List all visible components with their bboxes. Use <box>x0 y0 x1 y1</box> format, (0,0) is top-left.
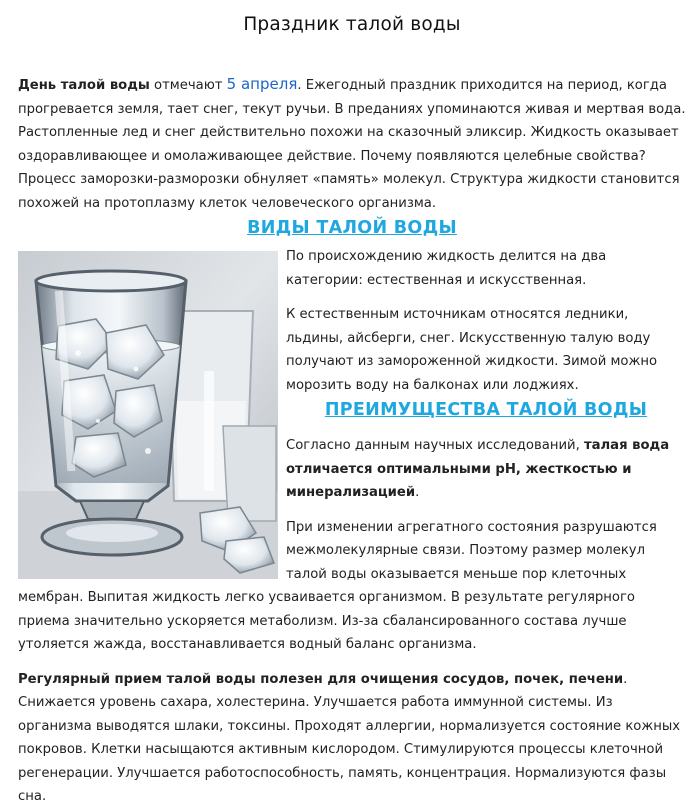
benefits-p3-bold: Регулярный прием талой воды полезен для очищения сосудов, почек, печени <box>18 671 624 687</box>
benefits-p1-start: Согласно данным научных исследований, <box>286 438 584 453</box>
intro-lead-text: отмечают <box>149 78 227 93</box>
benefits-p1-bold: талая вода отличается оптимальными pH, жесткостью и минерализацией <box>286 438 670 500</box>
heading-benefits[interactable]: ПРЕИМУЩЕСТВА ТАЛОЙ ВОДЫ <box>324 400 648 420</box>
benefits-paragraph-2: При изменении агрегатного состояния разрушаются межмолекулярные связи. Поэтому размер молекул талой воды оказывается меньше пор клеточных мембран. Выпитая жидкость легко усваивается организмом. В результате регулярного приема значительно ускоряется метаболизм. Из-за сбалансированного состава лучше утоляется жажда, восстанавливается водный баланс организма. <box>18 519 657 652</box>
page-title: Праздник талой воды <box>243 14 461 35</box>
benefits-p3-body: . Снижается уровень сахара, холестерина. Улучшается работа иммунной системы. Из организма выводятся шлаки, токсины. Проходят аллергии, нормализуется состояние кожных покровов. Клетки насыщаются активным кислородом. Стимулируются процессы клеточной регенерации. Улучшается работоспособность, память, концентрация. Нормализуются фазы сна. <box>18 671 681 804</box>
heading-types[interactable]: ВИДЫ ТАЛОЙ ВОДЫ <box>247 218 457 238</box>
intro-bold-lead: День талой воды <box>18 78 150 93</box>
intro-paragraph <box>18 73 686 215</box>
melt-water-glass-photo <box>18 251 278 579</box>
date-link[interactable]: 5 апреля <box>226 75 298 93</box>
types-paragraph-2: К естественным источникам относятся ледники, льдины, айсберги, снег. Искусственную талую воду получают из замороженной жидкости. Зимой можно морозить воду на балконах или лоджиях. <box>286 307 658 393</box>
benefits-paragraph-3 <box>18 668 686 809</box>
intro-body-text: . Ежегодный праздник приходится на период, когда прогревается земля, тает снег, текут ручьи. В преданиях упоминаются живая и мертвая вода. Растопленные лед и снег действительно похожи на сказочный эликсир. Жидкость оказывает оздоравливающее и омолаживающее действие. Почему появляются целебные свойства? Процесс заморозки-разморозки обнуляет «память» молекул. Структура жидкости становится похожей на протоплазму клеток человеческого организма. <box>18 78 686 211</box>
benefits-p1-end: . <box>415 485 420 500</box>
types-paragraph-1: По происхождению жидкость делится на два категории: естественная и искусственная. <box>286 249 607 288</box>
glass-of-ice-water-image <box>18 251 278 579</box>
